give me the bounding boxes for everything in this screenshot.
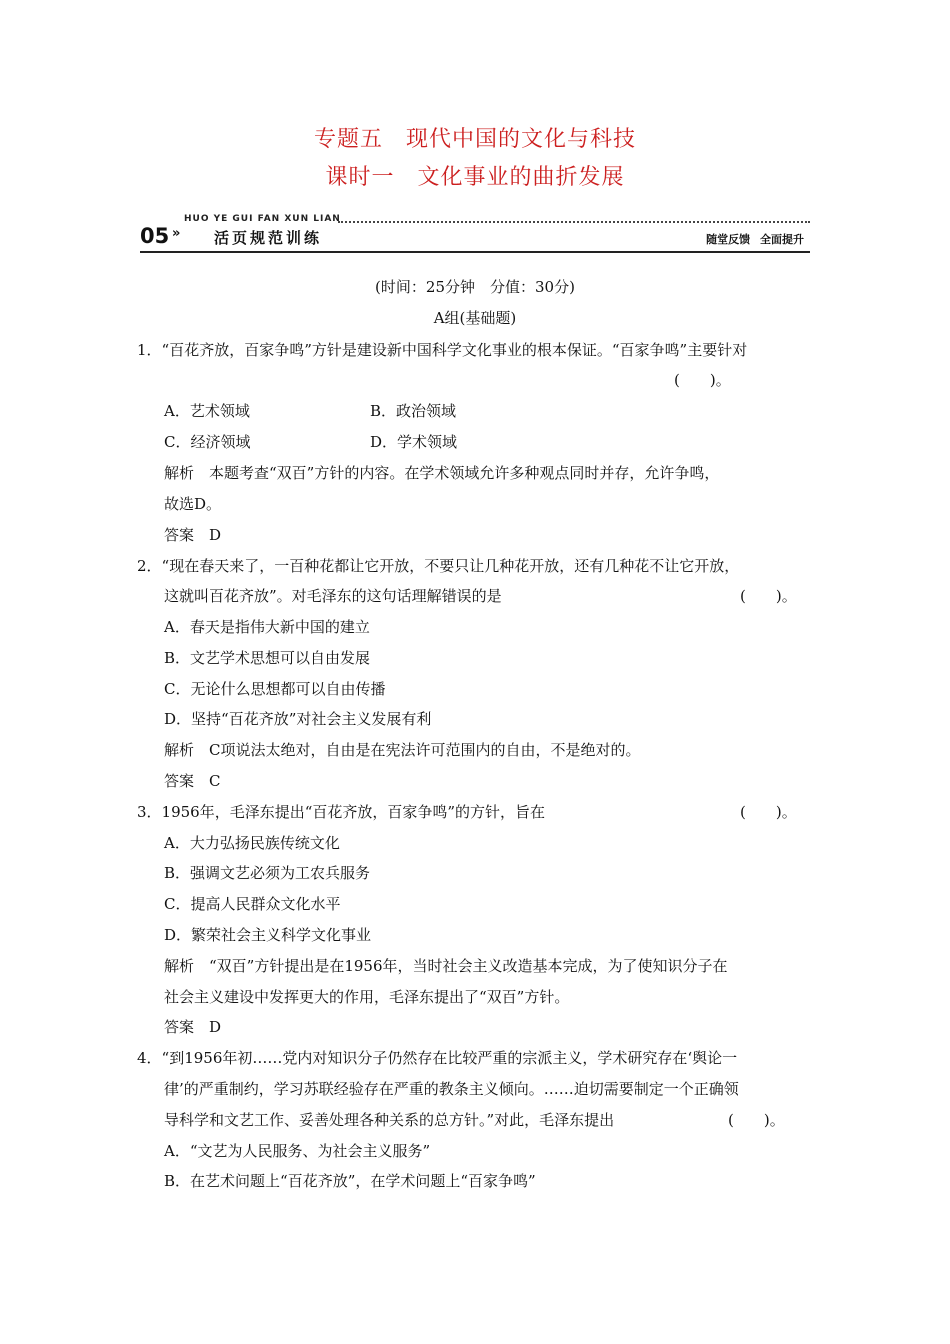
q2-analysis-line1: 解析 C项说法太绝对，自由是在宪法许可范围内的自由，不是绝对的。 — [164, 741, 641, 759]
banner-pinyin: HUO YE GUI FAN XUN LIAN — [184, 214, 341, 224]
q3-option-c: C．提高人民群众文化水平 — [164, 895, 341, 913]
banner-label: 活页规范训练 — [214, 229, 323, 247]
q1-stem-line1: 1．“百花齐放，百家争鸣”方针是建设新中国科学文化事业的根本保证。“百家争鸣”主要针对 — [137, 341, 748, 359]
q3-answer: 答案 D — [164, 1018, 222, 1036]
q4-answer-blank: ( )。 — [728, 1111, 785, 1129]
document-title: 专题五 现代中国的文化与科技 — [313, 127, 636, 152]
q4-stem-line3: 导科学和文艺工作、妥善处理各种关系的总方针。”对此，毛泽东提出 — [164, 1111, 615, 1129]
q3-stem-line1: 3．1956年，毛泽东提出“百花齐放，百家争鸣”的方针，旨在 — [137, 803, 546, 821]
q1-option-c: C．经济领域 — [164, 433, 251, 451]
q1-option-b: B．政治领域 — [370, 402, 457, 420]
q2-stem-line2: 这就叫百花齐放”。对毛泽东的这句话理解错误的是 — [164, 587, 502, 605]
time-score: (时间：25分钟 分值：30分) — [375, 278, 575, 296]
q1-analysis-line2: 故选D。 — [164, 495, 222, 513]
group-heading: A组(基础题) — [433, 309, 517, 327]
banner-number: 05 — [140, 224, 170, 248]
q3-option-d: D．繁荣社会主义科学文化事业 — [164, 926, 372, 944]
q1-answer-blank: ( )。 — [674, 371, 731, 389]
q3-option-a: A．大力弘扬民族传统文化 — [164, 834, 340, 852]
section-banner — [140, 214, 810, 254]
q1-analysis-line1: 解析 本题考查“双百”方针的内容。在学术领域允许多种观点同时并存，允许争鸣， — [164, 464, 720, 482]
q2-option-d: D．坚持“百花齐放”对社会主义发展有利 — [164, 710, 432, 728]
q3-answer-blank: ( )。 — [740, 803, 797, 821]
q1-option-d: D．学术领域 — [370, 433, 458, 451]
lesson-title: 课时一 文化事业的曲折发展 — [325, 165, 625, 190]
q2-stem-line1: 2．“现在春天来了，一百种花都让它开放，不要只让几种花开放，还有几种花不让它开放， — [137, 557, 740, 575]
q2-answer-blank: ( )。 — [740, 587, 797, 605]
q4-stem-line1: 4．“到1956年初……党内对知识分子仍然存在比较严重的宗派主义，学术研究存在‘舆论一 — [137, 1049, 738, 1067]
q3-option-b: B．强调文艺必须为工农兵服务 — [164, 864, 371, 882]
q4-option-a: A．“文艺为人民服务、为社会主义服务” — [164, 1142, 431, 1160]
q1-answer: 答案 D — [164, 526, 222, 544]
q4-option-b: B．在艺术问题上“百花齐放”，在学术问题上“百家争鸣” — [164, 1172, 536, 1190]
banner-dotted-rule — [338, 221, 810, 223]
q2-answer: 答案 C — [164, 772, 221, 790]
q2-option-a: A．春天是指伟大新中国的建立 — [164, 618, 370, 636]
q1-option-a: A．艺术领域 — [164, 402, 250, 420]
q3-analysis-line1: 解析 “双百”方针提出是在1956年，当时社会主义改造基本完成，为了使知识分子在 — [164, 957, 728, 975]
q2-option-b: B．文艺学术思想可以自由发展 — [164, 649, 371, 667]
banner-slogan: 随堂反馈 全面提升 — [706, 233, 804, 246]
banner-rule — [140, 251, 810, 253]
q3-analysis-line2: 社会主义建设中发挥更大的作用，毛泽东提出了“双百”方针。 — [164, 988, 570, 1006]
chevron-right-icon: » — [172, 226, 181, 241]
q2-option-c: C．无论什么思想都可以自由传播 — [164, 680, 386, 698]
q4-stem-line2: 律’的严重制约，学习苏联经验存在严重的教条主义倾向。……迫切需要制定一个正确领 — [164, 1080, 739, 1098]
